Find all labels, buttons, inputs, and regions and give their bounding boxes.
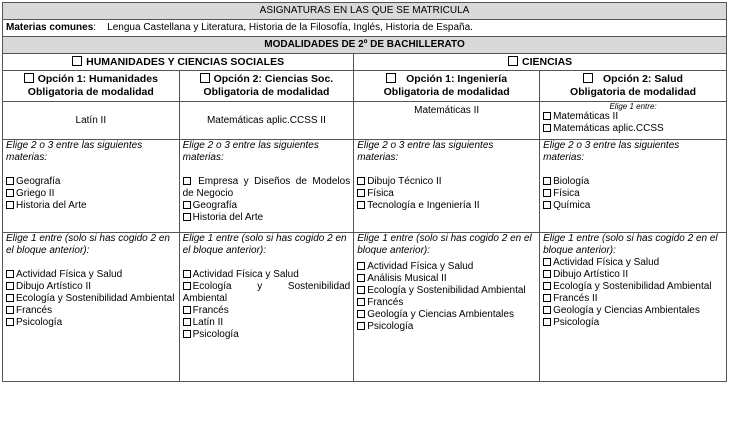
checkbox[interactable] (6, 270, 14, 278)
checkbox[interactable] (183, 270, 191, 278)
checkbox[interactable] (6, 318, 14, 326)
checkbox[interactable] (6, 201, 14, 209)
option-ingenieria-line1: Opción 1: Ingeniería (406, 73, 508, 85)
block3-prompt: Elige 1 entre (solo si has cogido 2 en el bloque anterior): (6, 233, 170, 256)
subject-label: Psicología (367, 321, 414, 332)
option-humanidades-line2: Obligatoria de modalidad (27, 86, 154, 98)
subject-item[interactable] (183, 329, 351, 341)
subject-label: Actividad Física y Salud (16, 269, 123, 280)
subject-label: Tecnología e Ingeniería II (367, 200, 480, 211)
checkbox[interactable] (543, 177, 551, 185)
humanidades-cell (3, 54, 354, 71)
subject-item[interactable] (543, 257, 723, 269)
checkbox[interactable] (543, 318, 551, 326)
block3-prompt: Elige 1 entre (solo si has cogido 2 en el bloque anterior): (357, 233, 532, 256)
humanidades-label: HUMANIDADES Y CIENCIAS SOCIALES (86, 56, 285, 68)
option-salud-line1: Opción 2: Salud (602, 73, 683, 85)
checkbox[interactable] (6, 294, 14, 302)
block2-prompt: Elige 2 o 3 entre las siguientes materias: (6, 140, 143, 163)
subject-label: Química (553, 200, 591, 211)
obligatoria-salud-cell (540, 102, 727, 140)
subject-label: Dibujo Artístico II (553, 269, 629, 280)
checkbox[interactable] (183, 213, 191, 221)
subject-item[interactable] (543, 317, 723, 329)
block2-col2 (179, 140, 354, 233)
subject-label: Actividad Física y Salud (192, 269, 299, 280)
checkbox[interactable] (183, 177, 191, 185)
block2-prompt: Elige 2 o 3 entre las siguientes materias: (182, 140, 319, 163)
block2-col4 (540, 140, 727, 233)
subject-item[interactable] (357, 176, 536, 188)
subject-item[interactable] (543, 176, 723, 188)
salud-obligatoria-item[interactable] (543, 123, 723, 135)
subject-label: Historia del Arte (192, 212, 264, 223)
option-ciencias-soc (179, 71, 354, 102)
subject-label: Psicología (16, 317, 63, 328)
checkbox[interactable] (6, 282, 14, 290)
block3-prompt: Elige 1 entre (solo si has cogido 2 en el bloque anterior): (182, 233, 347, 256)
subject-label: Biología (553, 176, 590, 187)
comunes-label: Materias comunes (6, 22, 94, 33)
subject-label: Francés (367, 297, 404, 308)
obligatoria-mat-ccss: Matemáticas aplic.CCSS II (179, 102, 354, 140)
subject-item[interactable] (6, 176, 176, 188)
subject-item[interactable] (6, 200, 176, 212)
header-row (3, 3, 727, 20)
checkbox[interactable] (543, 201, 551, 209)
enrollment-form-table (2, 2, 727, 382)
obligatorias-row (3, 102, 727, 140)
subject-label: Física (367, 188, 394, 199)
subject-label: Dibujo Artístico II (16, 281, 92, 292)
obligatoria-mat-ii: Matemáticas II (354, 102, 540, 140)
salud-obligatoria-label: Matemáticas II (553, 111, 619, 122)
checkbox[interactable] (183, 330, 191, 338)
subject-label: Geología y Ciencias Ambientales (367, 309, 514, 320)
option-salud-line2: Obligatoria de modalidad (570, 86, 697, 98)
subject-label: Dibujo Técnico II (367, 176, 442, 187)
block3-prompt: Elige 1 entre (solo si has cogido 2 en el bloque anterior): (543, 233, 718, 256)
block2-prompt: Elige 2 o 3 entre las siguientes materias: (357, 140, 494, 163)
subject-label: Geología y Ciencias Ambientales (553, 305, 700, 316)
subject-label: Ecología y Sostenibilidad Ambiental (553, 281, 712, 292)
option-ciencias-soc-checkbox[interactable] (200, 73, 210, 83)
subject-item[interactable] (6, 317, 176, 329)
checkbox[interactable] (357, 298, 365, 306)
subject-item[interactable] (183, 305, 351, 317)
checkbox[interactable] (543, 189, 551, 197)
block3-col1 (3, 233, 180, 382)
subject-label: Psicología (553, 317, 600, 328)
option-salud-checkbox[interactable] (583, 73, 593, 83)
option-humanidades-checkbox[interactable] (24, 73, 34, 83)
subject-label: Actividad Física y Salud (367, 261, 474, 272)
subject-label: Física (553, 188, 580, 199)
subject-label: Psicología (192, 329, 239, 340)
comunes-text: Lengua Castellana y Literatura, Historia de la Filosofía, Inglés, Historia de España. (107, 22, 473, 33)
ciencias-cell (354, 54, 727, 71)
subject-label: Geografía (192, 200, 238, 211)
option-salud (540, 71, 727, 102)
salud-elige-note: Elige 1 entre: (609, 102, 657, 111)
subject-item[interactable] (6, 305, 176, 317)
option-humanidades-line1: Opción 1: Humanidades (37, 73, 158, 85)
block2-row (3, 140, 727, 233)
subject-item[interactable] (357, 297, 536, 309)
subject-item[interactable] (543, 305, 723, 317)
subject-label: Análisis Musical II (367, 273, 447, 284)
block3-col2 (179, 233, 354, 382)
block2-col3 (354, 140, 540, 233)
checkbox[interactable] (6, 189, 14, 197)
subject-label: Francés II (553, 293, 598, 304)
ciencias-checkbox[interactable] (508, 56, 518, 66)
subject-label: Latín II (192, 317, 224, 328)
subject-item[interactable] (6, 281, 176, 293)
checkbox[interactable] (543, 112, 551, 120)
checkbox[interactable] (357, 177, 365, 185)
option-ciencias-soc-line1: Opción 2: Ciencias Soc. (213, 73, 334, 85)
subject-label: Ecología y Sostenibilidad Ambiental (16, 293, 175, 304)
option-ingenieria-checkbox[interactable] (386, 73, 396, 83)
subject-label: Empresa y Diseños de Modelos de Negocio (182, 176, 351, 199)
checkbox[interactable] (357, 274, 365, 282)
subject-item[interactable] (357, 188, 536, 200)
obligatoria-latin: Latín II (3, 102, 180, 140)
block2-prompt: Elige 2 o 3 entre las siguientes materias: (543, 140, 680, 163)
checkbox[interactable] (357, 189, 365, 197)
subject-label: Historia del Arte (16, 200, 87, 211)
modalidades-row (3, 54, 727, 71)
subject-item[interactable] (357, 261, 536, 273)
subject-item[interactable] (183, 281, 351, 305)
form-title: ASIGNATURAS EN LAS QUE SE MATRICULA (3, 3, 727, 20)
checkbox[interactable] (543, 294, 551, 302)
subject-item[interactable] (183, 269, 351, 281)
checkbox[interactable] (543, 270, 551, 278)
block3-row (3, 233, 727, 382)
subject-item[interactable] (183, 212, 351, 224)
subject-item[interactable] (183, 176, 351, 200)
checkbox[interactable] (357, 310, 365, 318)
option-ingenieria (354, 71, 540, 102)
subject-label: Ecología y Sostenibilidad Ambiental (182, 281, 351, 304)
comunes-cell (3, 20, 727, 37)
checkbox[interactable] (183, 201, 191, 209)
checkbox[interactable] (543, 258, 551, 266)
checkbox[interactable] (183, 318, 191, 326)
checkbox[interactable] (6, 306, 14, 314)
options-row (3, 71, 727, 102)
subject-label: Geografía (16, 176, 61, 187)
subject-item[interactable] (183, 200, 351, 212)
subject-item[interactable] (6, 269, 176, 281)
subject-item[interactable] (543, 200, 723, 212)
checkbox[interactable] (183, 306, 191, 314)
checkbox[interactable] (357, 322, 365, 330)
subject-label: Ecología y Sostenibilidad Ambiental (367, 285, 526, 296)
checkbox[interactable] (183, 282, 191, 290)
salud-obligatoria-label: Matemáticas aplic.CCSS (553, 123, 664, 134)
subject-label: Actividad Física y Salud (553, 257, 660, 268)
subject-label: Francés (16, 305, 53, 316)
subject-item[interactable] (543, 188, 723, 200)
subject-item[interactable] (543, 269, 723, 281)
subject-label: Francés (192, 305, 229, 316)
option-ciencias-soc-line2: Obligatoria de modalidad (203, 86, 330, 98)
subject-item[interactable] (6, 188, 176, 200)
subject-label: Griego II (16, 188, 55, 199)
checkbox[interactable] (543, 282, 551, 290)
subject-item[interactable] (357, 200, 536, 212)
subject-item[interactable] (357, 285, 536, 297)
option-humanidades (3, 71, 180, 102)
subject-item[interactable] (6, 293, 176, 305)
ciencias-label: CIENCIAS (522, 56, 573, 68)
checkbox[interactable] (357, 286, 365, 294)
checkbox[interactable] (6, 177, 14, 185)
humanidades-checkbox[interactable] (72, 56, 82, 66)
subject-item[interactable] (543, 293, 723, 305)
subject-item[interactable] (543, 281, 723, 293)
comunes-row (3, 20, 727, 37)
option-ingenieria-line2: Obligatoria de modalidad (383, 86, 510, 98)
comunes-sep: : (93, 22, 97, 33)
modalidades-title-row (3, 37, 727, 54)
checkbox[interactable] (357, 201, 365, 209)
subject-item[interactable] (357, 321, 536, 333)
block2-col1 (3, 140, 180, 233)
subject-item[interactable] (357, 309, 536, 321)
block3-col4 (540, 233, 727, 382)
modalidades-title: MODALIDADES DE 2º DE BACHILLERATO (3, 37, 727, 54)
checkbox[interactable] (357, 262, 365, 270)
block3-col3 (354, 233, 540, 382)
subject-item[interactable] (183, 317, 351, 329)
checkbox[interactable] (543, 306, 551, 314)
checkbox[interactable] (543, 124, 551, 132)
salud-obligatoria-item[interactable] (543, 111, 723, 123)
subject-item[interactable] (357, 273, 536, 285)
